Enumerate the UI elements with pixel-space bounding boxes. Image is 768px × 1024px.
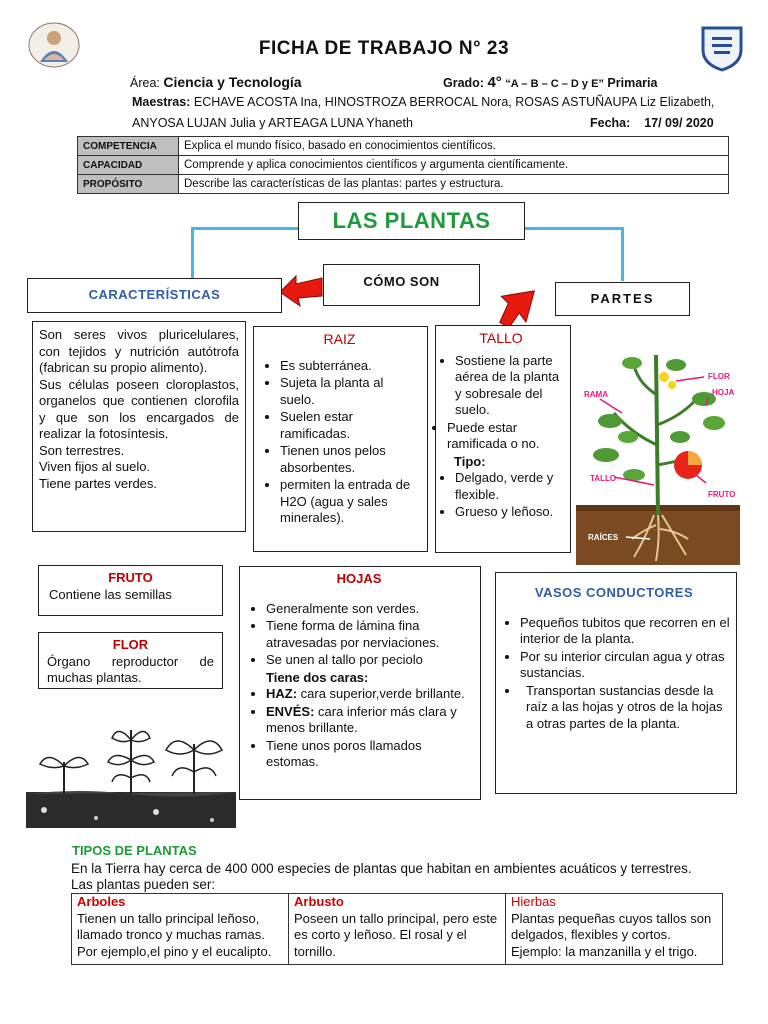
- main-title-box: [298, 202, 525, 240]
- list-item: • Es subterránea.: [280, 358, 421, 375]
- connector-line: [192, 227, 300, 230]
- hierbas-text: Plantas pequeñas cuyos tallos son delgados, flexibles y cortos. Ejemplo: la manzanilla y el trigo.: [511, 910, 712, 959]
- tallo-box: [435, 325, 571, 553]
- hojas-dos-caras: Tiene dos caras:: [266, 669, 369, 685]
- hojas-box: [239, 566, 481, 800]
- tallo-heading: TALLO: [479, 330, 523, 346]
- raiz-list: [258, 358, 421, 527]
- enves-label: ENVÉS:: [266, 703, 315, 719]
- list-item: • Delgado, verde y flexible.: [455, 470, 566, 503]
- proposito-value: Describe las características de las plantas: partes y estructura.: [179, 175, 729, 194]
- hojas-list: [244, 601, 474, 669]
- arbusto-text: Poseen un tallo principal, pero este es corto y leñoso. El rosal y el tornillo.: [294, 910, 498, 959]
- main-title: LAS PLANTAS: [332, 208, 491, 233]
- flor-box: [38, 632, 223, 689]
- diagram-label-flor: FLOR: [708, 372, 730, 381]
- seedlings-illustration: [26, 710, 236, 828]
- hojas-caras-list: [244, 686, 474, 771]
- arboles-title: Arboles: [77, 894, 126, 909]
- area-line: [130, 74, 302, 90]
- caracteristica-line: Son seres vivos pluricelulares, con tejidos y nutrición autótrofa (fabrican su propio alimento).: [39, 327, 239, 375]
- list-item: • Suelen estar ramificadas.: [280, 409, 421, 442]
- table-row: [78, 156, 729, 175]
- diagram-label-raices: RAÍCES: [588, 533, 619, 542]
- capacidad-key: CAPACIDAD: [78, 156, 179, 175]
- maestras-names-1: ECHAVE ACOSTA Ina, HINOSTROZA BERROCAL Nora, ROSAS ASTUÑAUPA Liz Elizabeth,: [193, 95, 715, 109]
- list-item: • Puede estar ramificada o no.: [447, 420, 566, 453]
- connector-line: [191, 227, 194, 279]
- como-son-box: [323, 264, 480, 306]
- diagram-label-hoja: HOJA: [712, 388, 735, 397]
- list-item: • Tiene forma de lámina fina atravesadas por nerviaciones.: [266, 618, 474, 651]
- table-row: [72, 894, 723, 965]
- grado-line: [443, 74, 657, 91]
- plant-parts-diagram: [576, 325, 740, 565]
- list-item: [266, 686, 474, 703]
- list-item: • Tienen unos pelos absorbentes.: [280, 443, 421, 476]
- fruto-text: Contiene las semillas: [49, 586, 172, 602]
- vasos-box: [495, 572, 737, 794]
- list-item: • Grueso y leñoso.: [455, 504, 566, 521]
- list-item: • Sujeta la planta al suelo.: [280, 375, 421, 408]
- proposito-key: PROPÓSITO: [78, 175, 179, 194]
- list-item: • Tiene unos poros llamados estomas.: [266, 738, 474, 771]
- como-son-label: CÓMO SON: [363, 274, 440, 289]
- list-item: • permiten la entrada de H2O (agua y sales minerales).: [280, 477, 421, 527]
- raiz-box: [253, 326, 428, 552]
- connector-line: [621, 227, 624, 281]
- caracteristicas-heading: CARACTERÍSTICAS: [88, 287, 221, 302]
- connector-line: [524, 227, 623, 230]
- area-value: Ciencia y Tecnología: [163, 74, 302, 90]
- grado-label: Grado:: [443, 76, 484, 90]
- list-item: • Pequeños tubitos que recorren en el interior de la planta.: [520, 615, 730, 648]
- tallo-list: [436, 353, 566, 453]
- caracteristica-line: Son terrestres.: [39, 442, 125, 458]
- tallo-tipo-list: [436, 470, 566, 521]
- list-item: • Generalmente son verdes.: [266, 601, 474, 618]
- raiz-heading: RAIZ: [323, 331, 356, 347]
- red-arrow-right-icon: [498, 285, 542, 329]
- fruto-box: [38, 565, 223, 616]
- haz-text: cara superior,verde brillante.: [297, 686, 465, 701]
- arboles-text: Tienen un tallo principal leñoso, llamado tronco y muchas ramas. Por ejemplo,el pino y el eucalipto.: [77, 910, 272, 959]
- list-item: • Por su interior circulan agua y otras sustancias.: [520, 649, 730, 682]
- list-item: • Transportan sustancias desde la raíz a las hojas y otros de la hojas a otras partes de la planta.: [520, 683, 730, 733]
- maestras-line: [132, 95, 714, 109]
- arboles-cell: [72, 894, 289, 965]
- hojas-heading: HOJAS: [336, 571, 382, 586]
- table-row: [78, 137, 729, 156]
- fruto-heading: FRUTO: [108, 570, 153, 585]
- diagram-label-rama: RAMA: [584, 390, 608, 399]
- arbusto-cell: [289, 894, 506, 965]
- table-row: [78, 175, 729, 194]
- tipos-intro-2: Las plantas pueden ser:: [71, 877, 216, 892]
- caracteristica-line: Sus células poseen cloroplastos, organelos que contienen clorofila y que son los encargados de realizar la fotosíntesis.: [39, 376, 239, 441]
- enves-text: cara inferior más clara y menos brillante.: [266, 703, 457, 735]
- competencia-value: Explica el mundo físico, basado en conocimientos científicos.: [179, 137, 729, 156]
- tallo-tipo-label: Tipo:: [454, 453, 486, 469]
- list-item: [266, 704, 474, 737]
- tipos-intro-1: En la Tierra hay cerca de 400 000 especies de plantas que habitan en ambientes acuáticos y terrestres.: [71, 861, 692, 876]
- vasos-list: [498, 615, 730, 733]
- list-item: • Sostiene la parte aérea de la planta y sobresale del suelo.: [455, 353, 566, 419]
- arbusto-title: Arbusto: [294, 894, 344, 909]
- diagram-label-tallo: TALLO: [590, 474, 617, 483]
- info-table: [77, 136, 729, 194]
- diagram-label-fruto: FRUTO: [708, 490, 736, 499]
- grado-secciones: “A – B – C – D y E”: [505, 78, 604, 90]
- vasos-heading: VASOS CONDUCTORES: [534, 585, 694, 600]
- fecha-value: 17/ 09/ 2020: [644, 116, 714, 130]
- caracteristicas-box: [32, 321, 246, 532]
- maestras-label: Maestras:: [132, 95, 191, 109]
- partes-heading-box: [555, 282, 690, 316]
- fecha-label: Fecha:: [590, 116, 631, 130]
- fecha-line: [590, 116, 714, 130]
- flor-heading: FLOR: [112, 637, 149, 652]
- worksheet-title: FICHA DE TRABAJO N° 23: [258, 38, 510, 59]
- partes-heading: PARTES: [590, 291, 655, 306]
- grado-number: 4°: [487, 74, 502, 91]
- flor-text: Órgano reproductor de muchas plantas.: [47, 653, 214, 685]
- capacidad-value: Comprende y aplica conocimientos científicos y argumenta científicamente.: [179, 156, 729, 175]
- caracteristica-line: Tiene partes verdes.: [39, 475, 158, 491]
- grado-nivel: Primaria: [607, 76, 658, 90]
- hierbas-title: Hierbas: [511, 894, 556, 909]
- hierbas-cell: [506, 894, 723, 965]
- maestras-names-2: ANYOSA LUJAN Julia y ARTEAGA LUNA Yhaneth: [132, 116, 413, 130]
- haz-label: HAZ:: [266, 686, 298, 701]
- plant-types-table: [71, 893, 723, 965]
- competencia-key: COMPETENCIA: [78, 137, 179, 156]
- caracteristica-line: Viven fijos al suelo.: [39, 459, 151, 474]
- tipos-heading: TIPOS DE PLANTAS: [72, 843, 197, 858]
- red-arrow-left-icon: [278, 272, 324, 308]
- area-label: Área:: [130, 76, 160, 90]
- list-item: • Se unen al tallo por peciolo: [266, 652, 474, 669]
- caracteristicas-heading-box: [27, 278, 282, 313]
